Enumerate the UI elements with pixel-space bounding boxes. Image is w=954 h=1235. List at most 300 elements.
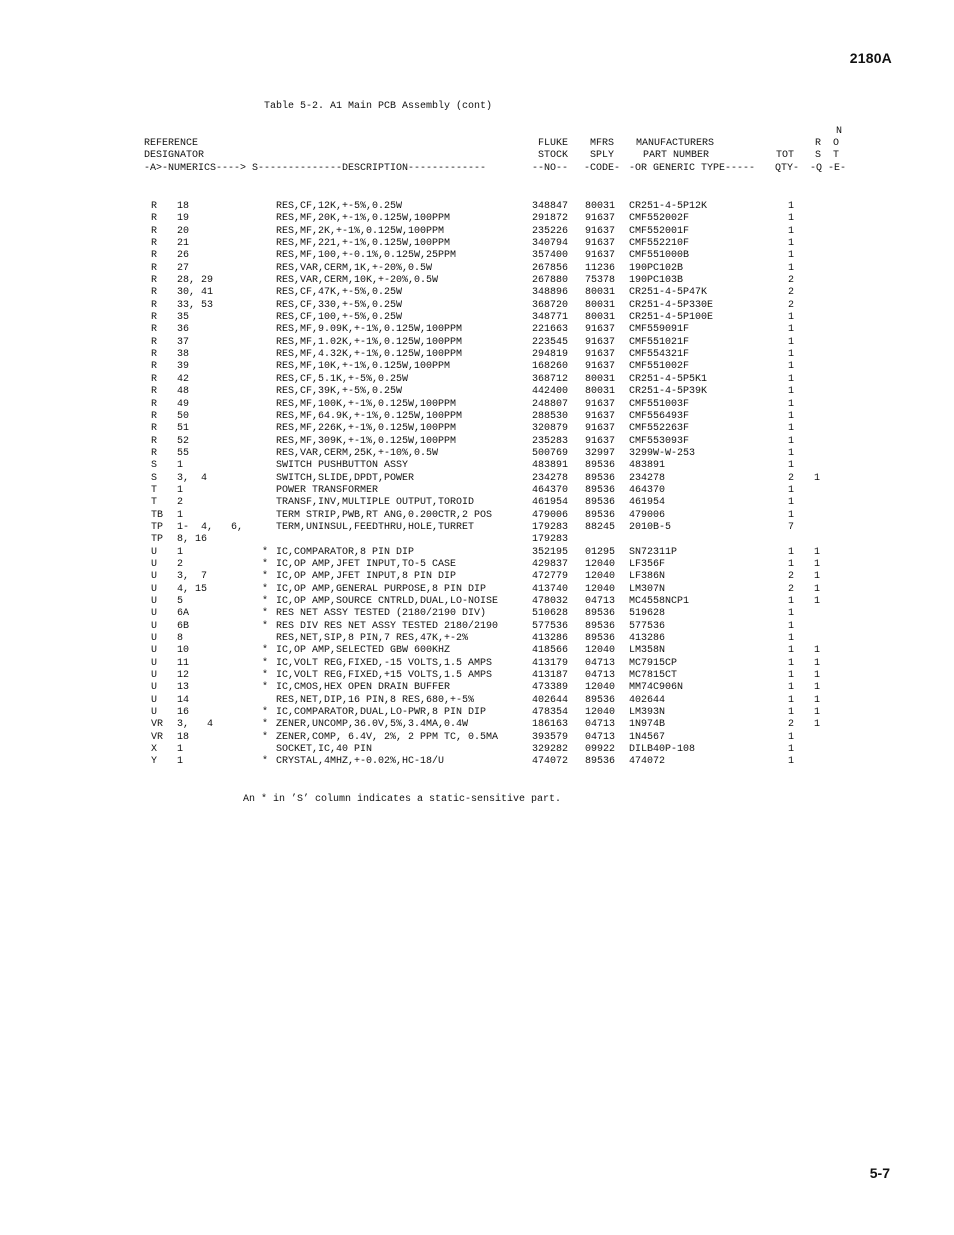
total-qty: 1 [788, 435, 795, 447]
part-description: RES,MF,64.9K,+-1%,0.125W,100PPM [276, 410, 463, 422]
recommended-qty: 1 [814, 694, 821, 706]
ref-designator: VR [151, 719, 164, 731]
model-title: 2180A [849, 50, 892, 66]
ref-designator: U [151, 608, 158, 620]
mfrs-supply-code: 91637 [585, 225, 616, 237]
ref-numerics: 36 [177, 324, 190, 336]
table-row [0, 226, 954, 238]
ref-numerics: 1 [177, 509, 184, 521]
mfrs-supply-code: 01295 [585, 546, 616, 558]
mfrs-supply-code: 80031 [585, 201, 616, 212]
manufacturer-part-number: CMF552001F [629, 225, 690, 237]
fluke-stock-no: 478032 [532, 596, 569, 607]
ref-designator: R [151, 423, 158, 435]
manufacturer-part-number: MC4558NCP1 [629, 596, 690, 607]
static-flag: * [262, 620, 269, 632]
manufacturer-part-number: 483891 [629, 460, 666, 472]
total-qty: 1 [788, 201, 795, 212]
manufacturer-part-number: CMF551002F [629, 361, 690, 373]
ref-designator: R [151, 447, 158, 459]
fluke-stock-no: 473389 [532, 682, 569, 694]
total-qty: 1 [788, 670, 795, 682]
part-description: IC,OP AMP,GENERAL PURPOSE,8 PIN DIP [276, 583, 487, 595]
manufacturer-part-number: 402644 [629, 694, 666, 706]
part-description: RES,MF,100K,+-1%,0.125W,100PPM [276, 398, 457, 410]
manufacturer-part-number: CR251-4-5P12K [629, 201, 708, 212]
mfrs-supply-code: 91637 [585, 361, 616, 373]
part-description: ZENER,UNCOMP,36.0V,5%,3.4MA,0.4W [276, 719, 469, 731]
header-mfr-pn: -OR GENERIC TYPE----- [629, 163, 756, 174]
mfrs-supply-code: 89536 [585, 633, 616, 645]
header-mfrs: SPLY [590, 150, 615, 161]
ref-numerics: 3, 4 [177, 472, 208, 484]
fluke-stock-no: 168260 [532, 361, 569, 373]
manufacturer-part-number: 461954 [629, 497, 666, 509]
mfrs-supply-code: 12040 [585, 571, 616, 583]
header-flags: S T [815, 150, 840, 161]
fluke-stock-no: 288530 [532, 410, 569, 422]
ref-designator: T [151, 484, 158, 496]
manufacturer-part-number: MC7915CP [629, 657, 678, 669]
part-description: RES,MF,4.32K,+-1%,0.125W,100PPM [276, 349, 463, 361]
ref-numerics: 51 [177, 423, 190, 435]
table-row [0, 448, 954, 460]
ref-designator: U [151, 645, 158, 657]
total-qty: 1 [788, 694, 795, 706]
manufacturer-part-number: 479006 [629, 509, 666, 521]
mfrs-supply-code: 12040 [585, 682, 616, 694]
total-qty: 1 [788, 620, 795, 632]
ref-numerics: 12 [177, 670, 190, 682]
table-row [0, 436, 954, 448]
static-flag: * [262, 583, 269, 595]
ref-numerics: 1 [177, 460, 184, 472]
mfrs-supply-code: 91637 [585, 398, 616, 410]
ref-designator: R [151, 250, 158, 262]
part-description: RES,CF,5.1K,+-5%,0.25W [276, 373, 409, 385]
part-description: RES NET ASSY TESTED (2180/2190 DIV) [276, 608, 487, 620]
total-qty: 7 [788, 521, 795, 533]
header-left: REFERENCE [144, 138, 199, 149]
table-row [0, 324, 954, 336]
header-flags: R O [815, 138, 840, 149]
mfrs-supply-code: 91637 [585, 410, 616, 422]
ref-numerics: 1 [177, 484, 184, 496]
fluke-stock-no: 235283 [532, 435, 569, 447]
ref-designator: U [151, 657, 158, 669]
ref-designator: X [151, 744, 158, 756]
part-description: SWITCH PUSHBUTTON ASSY [276, 460, 409, 472]
table-row [0, 312, 954, 324]
ref-designator: U [151, 571, 158, 583]
part-description: RES,CF,39K,+-5%,0.25W [276, 386, 403, 398]
mfrs-supply-code: 12040 [585, 558, 616, 570]
manufacturer-part-number: LM307N [629, 583, 666, 595]
static-flag: * [262, 558, 269, 570]
ref-designator: U [151, 682, 158, 694]
fluke-stock-no: 340794 [532, 238, 569, 250]
manufacturer-part-number: CMF556493F [629, 410, 690, 422]
ref-numerics: 33, 53 [177, 299, 214, 311]
part-description: IC,OP AMP,JFET INPUT,TO-5 CASE [276, 558, 457, 570]
ref-designator: R [151, 349, 158, 361]
recommended-qty: 1 [814, 719, 821, 731]
ref-designator: R [151, 435, 158, 447]
manufacturer-part-number: LM393N [629, 707, 666, 719]
ref-numerics: 49 [177, 398, 190, 410]
mfrs-supply-code: 89536 [585, 756, 616, 768]
ref-numerics: 8 [177, 633, 184, 645]
header-mfrs: -CODE- [584, 163, 621, 174]
total-qty: 1 [788, 731, 795, 743]
static-flag: * [262, 707, 269, 719]
ref-numerics: 26 [177, 250, 190, 262]
part-description: RES,VAR,CERM,10K,+-20%,0.5W [276, 275, 439, 287]
manufacturer-part-number: 1N974B [629, 719, 666, 731]
total-qty: 1 [788, 657, 795, 669]
manufacturer-part-number: CMF559091F [629, 324, 690, 336]
fluke-stock-no: 357400 [532, 250, 569, 262]
ref-designator: R [151, 287, 158, 299]
table-row [0, 349, 954, 361]
total-qty: 1 [788, 423, 795, 435]
mfrs-supply-code: 89536 [585, 460, 616, 472]
total-qty: 1 [788, 497, 795, 509]
table-row [0, 361, 954, 373]
table-row [0, 374, 954, 386]
table-row [0, 571, 954, 583]
total-qty: 1 [788, 558, 795, 570]
fluke-stock-no: 429837 [532, 558, 569, 570]
ref-designator: Y [151, 756, 158, 768]
mfrs-supply-code: 91637 [585, 336, 616, 348]
table-row [0, 744, 954, 756]
ref-numerics: 19 [177, 213, 190, 225]
ref-numerics: 13 [177, 682, 190, 694]
header-mfr-pn: MANUFACTURERS [636, 138, 715, 149]
manufacturer-part-number: 3299W-W-253 [629, 447, 696, 459]
ref-numerics: 35 [177, 312, 190, 324]
static-flag: * [262, 731, 269, 743]
mfrs-supply-code: 89536 [585, 608, 616, 620]
table-row [0, 399, 954, 411]
ref-numerics: 5 [177, 596, 184, 607]
fluke-stock-no: 474072 [532, 756, 569, 768]
total-qty: 1 [788, 225, 795, 237]
table-row [0, 670, 954, 682]
header-flags: N [836, 126, 843, 137]
mfrs-supply-code: 04713 [585, 731, 616, 743]
total-qty: 2 [788, 287, 795, 299]
header-left: DESIGNATOR [144, 150, 205, 161]
fluke-stock-no: 500769 [532, 447, 569, 459]
part-description: RES,MF,100,+-0.1%,0.125W,25PPM [276, 250, 457, 262]
total-qty: 1 [788, 460, 795, 472]
total-qty: 1 [788, 447, 795, 459]
fluke-stock-no: 234278 [532, 472, 569, 484]
manufacturer-part-number: LM358N [629, 645, 666, 657]
header-fluke: STOCK [538, 150, 569, 161]
total-qty: 1 [788, 682, 795, 694]
ref-numerics: 21 [177, 238, 190, 250]
table-row [0, 497, 954, 509]
recommended-qty: 1 [814, 571, 821, 583]
ref-designator: U [151, 546, 158, 558]
ref-numerics: 11 [177, 657, 190, 669]
ref-numerics: 42 [177, 373, 190, 385]
ref-numerics: 39 [177, 361, 190, 373]
table-row [0, 547, 954, 559]
ref-designator: R [151, 361, 158, 373]
part-description: RES,VAR,CERM,1K,+-20%,0.5W [276, 262, 433, 274]
fluke-stock-no: 291872 [532, 213, 569, 225]
fluke-stock-no: 413286 [532, 633, 569, 645]
ref-numerics: 14 [177, 694, 190, 706]
ref-designator: R [151, 312, 158, 324]
fluke-stock-no: 348771 [532, 312, 569, 324]
mfrs-supply-code: 32997 [585, 447, 616, 459]
part-description: TRANSF,INV,MULTIPLE OUTPUT,TOROID [276, 497, 475, 509]
recommended-qty: 1 [814, 670, 821, 682]
table-caption: Table 5-2. A1 Main PCB Assembly (cont) [264, 101, 493, 112]
mfrs-supply-code: 91637 [585, 238, 616, 250]
ref-numerics: 28, 29 [177, 275, 214, 287]
ref-designator: T [151, 497, 158, 509]
mfrs-supply-code: 09922 [585, 744, 616, 756]
ref-designator: R [151, 336, 158, 348]
mfrs-supply-code: 04713 [585, 719, 616, 731]
total-qty: 1 [788, 312, 795, 324]
recommended-qty: 1 [814, 472, 821, 484]
total-qty: 1 [788, 645, 795, 657]
total-qty: 1 [788, 546, 795, 558]
fluke-stock-no: 413740 [532, 583, 569, 595]
part-description: RES DIV RES NET ASSY TESTED 2180/2190 [276, 620, 499, 632]
table-row [0, 287, 954, 299]
ref-designator: S [151, 460, 158, 472]
ref-designator: R [151, 299, 158, 311]
manufacturer-part-number: CR251-4-5P5K1 [629, 373, 708, 385]
ref-numerics: 1 [177, 744, 184, 756]
manufacturer-part-number: CMF551021F [629, 336, 690, 348]
mfrs-supply-code: 89536 [585, 694, 616, 706]
table-row [0, 337, 954, 349]
part-description: RES,MF,221,+-1%,0.125W,100PPM [276, 238, 451, 250]
ref-designator: R [151, 324, 158, 336]
recommended-qty: 1 [814, 682, 821, 694]
table-row [0, 732, 954, 744]
table-row [0, 423, 954, 435]
header-line [0, 163, 954, 175]
mfrs-supply-code: 04713 [585, 670, 616, 682]
ref-numerics: 20 [177, 225, 190, 237]
ref-numerics: 38 [177, 349, 190, 361]
total-qty: 1 [788, 361, 795, 373]
part-description: SOCKET,IC,40 PIN [276, 744, 373, 756]
manufacturer-part-number: MC7815CT [629, 670, 678, 682]
fluke-stock-no: 510628 [532, 608, 569, 620]
recommended-qty: 1 [814, 657, 821, 669]
part-description: RES,MF,20K,+-1%,0.125W,100PPM [276, 213, 451, 225]
static-flag: * [262, 645, 269, 657]
part-description: TERM,UNINSUL,FEEDTHRU,HOLE,TURRET [276, 521, 475, 533]
mfrs-supply-code: 11236 [585, 262, 616, 274]
ref-designator: U [151, 707, 158, 719]
mfrs-supply-code: 80031 [585, 373, 616, 385]
fluke-stock-no: 472779 [532, 571, 569, 583]
fluke-stock-no: 348896 [532, 287, 569, 299]
static-flag: * [262, 657, 269, 669]
manufacturer-part-number: 577536 [629, 620, 666, 632]
ref-numerics: 3, 4 [177, 719, 214, 731]
table-row [0, 645, 954, 657]
header-flags: -Q -E- [810, 163, 847, 174]
fluke-stock-no: 413179 [532, 657, 569, 669]
part-description: RES,NET,DIP,16 PIN,8 RES,680,+-5% [276, 694, 475, 706]
ref-numerics: 48 [177, 386, 190, 398]
ref-designator: VR [151, 731, 164, 743]
part-description: RES,CF,12K,+-5%,0.25W [276, 201, 403, 212]
mfrs-supply-code: 04713 [585, 596, 616, 607]
ref-designator: R [151, 262, 158, 274]
static-flag: * [262, 719, 269, 731]
table-row [0, 633, 954, 645]
ref-designator: R [151, 213, 158, 225]
total-qty: 1 [788, 262, 795, 274]
total-qty: 1 [788, 633, 795, 645]
total-qty: 1 [788, 336, 795, 348]
mfrs-supply-code: 75378 [585, 275, 616, 287]
total-qty: 1 [788, 756, 795, 768]
total-qty: 1 [788, 509, 795, 521]
table-row [0, 707, 954, 719]
mfrs-supply-code: 80031 [585, 287, 616, 299]
table-row [0, 460, 954, 472]
fluke-stock-no: 478354 [532, 707, 569, 719]
ref-designator: U [151, 670, 158, 682]
mfrs-supply-code: 91637 [585, 324, 616, 336]
mfrs-supply-code: 91637 [585, 435, 616, 447]
mfrs-supply-code: 91637 [585, 349, 616, 361]
manufacturer-part-number: 2010B-5 [629, 521, 672, 533]
fluke-stock-no: 223545 [532, 336, 569, 348]
fluke-stock-no: 577536 [532, 620, 569, 632]
ref-designator: U [151, 596, 158, 607]
fluke-stock-no: 483891 [532, 460, 569, 472]
part-description: RES,NET,SIP,8 PIN,7 RES,47K,+-2% [276, 633, 469, 645]
ref-numerics: 2 [177, 497, 184, 509]
table-row [0, 534, 954, 546]
fluke-stock-no: 186163 [532, 719, 569, 731]
static-flag: * [262, 682, 269, 694]
ref-numerics: 6A [177, 608, 190, 620]
table-row [0, 473, 954, 485]
table-row [0, 275, 954, 287]
table-row [0, 263, 954, 275]
mfrs-supply-code: 89536 [585, 497, 616, 509]
fluke-stock-no: 348847 [532, 201, 569, 212]
part-description: RES,CF,330,+-5%,0.25W [276, 299, 403, 311]
ref-numerics: 30, 41 [177, 287, 214, 299]
ref-numerics: 8, 16 [177, 534, 208, 546]
total-qty: 1 [788, 238, 795, 250]
fluke-stock-no: 418566 [532, 645, 569, 657]
part-description: IC,OP AMP,SELECTED GBW 600KHZ [276, 645, 451, 657]
part-description: RES,MF,1.02K,+-1%,0.125W,100PPM [276, 336, 463, 348]
total-qty: 1 [788, 608, 795, 620]
ref-numerics: 2 [177, 558, 184, 570]
static-flag: * [262, 756, 269, 768]
mfrs-supply-code: 89536 [585, 509, 616, 521]
fluke-stock-no: 329282 [532, 744, 569, 756]
part-description: POWER TRANSFORMER [276, 484, 379, 496]
table-row [0, 559, 954, 571]
total-qty: 2 [788, 571, 795, 583]
fluke-stock-no: 442400 [532, 386, 569, 398]
manufacturer-part-number: CMF554321F [629, 349, 690, 361]
mfrs-supply-code: 89536 [585, 484, 616, 496]
manufacturer-part-number: LF356F [629, 558, 666, 570]
table-row [0, 510, 954, 522]
ref-numerics: 1 [177, 756, 184, 768]
header-line [0, 138, 954, 150]
fluke-stock-no: 179283 [532, 534, 569, 546]
manufacturer-part-number: CMF553093F [629, 435, 690, 447]
manufacturer-part-number: CMF551003F [629, 398, 690, 410]
ref-numerics: 10 [177, 645, 190, 657]
manufacturer-part-number: CR251-4-5P100E [629, 312, 714, 324]
ref-numerics: 18 [177, 731, 190, 743]
part-description: TERM STRIP,PWB,RT ANG,0.200CTR,2 POS [276, 509, 493, 521]
manufacturer-part-number: CMF552002F [629, 213, 690, 225]
mfrs-supply-code: 91637 [585, 213, 616, 225]
fluke-stock-no: 464370 [532, 484, 569, 496]
total-qty: 1 [788, 349, 795, 361]
manufacturer-part-number: 464370 [629, 484, 666, 496]
mfrs-supply-code: 80031 [585, 299, 616, 311]
table-row [0, 522, 954, 534]
ref-designator: R [151, 410, 158, 422]
mfrs-supply-code: 91637 [585, 250, 616, 262]
manufacturer-part-number: MM74C906N [629, 682, 684, 694]
recommended-qty: 1 [814, 546, 821, 558]
total-qty: 1 [788, 250, 795, 262]
header-mfrs: MFRS [590, 138, 615, 149]
table-row [0, 411, 954, 423]
recommended-qty: 1 [814, 596, 821, 607]
ref-designator: R [151, 225, 158, 237]
fluke-stock-no: 479006 [532, 509, 569, 521]
table-row [0, 596, 954, 608]
ref-designator: R [151, 398, 158, 410]
mfrs-supply-code: 88245 [585, 521, 616, 533]
manufacturer-part-number: CMF552210F [629, 238, 690, 250]
parts-table-body [0, 201, 954, 769]
fluke-stock-no: 221663 [532, 324, 569, 336]
manufacturer-part-number: CMF551000B [629, 250, 690, 262]
manufacturer-part-number: 474072 [629, 756, 666, 768]
table-row [0, 250, 954, 262]
fluke-stock-no: 368712 [532, 373, 569, 385]
table-row [0, 695, 954, 707]
header-left: -A>-NUMERICS----> S--------------DESCRIPTION------------- [144, 163, 487, 174]
fluke-stock-no: 248807 [532, 398, 569, 410]
fluke-stock-no: 294819 [532, 349, 569, 361]
total-qty: 1 [788, 386, 795, 398]
mfrs-supply-code: 80031 [585, 312, 616, 324]
part-description: RES,VAR,CERM,25K,+-10%,0.5W [276, 447, 439, 459]
table-row [0, 608, 954, 620]
